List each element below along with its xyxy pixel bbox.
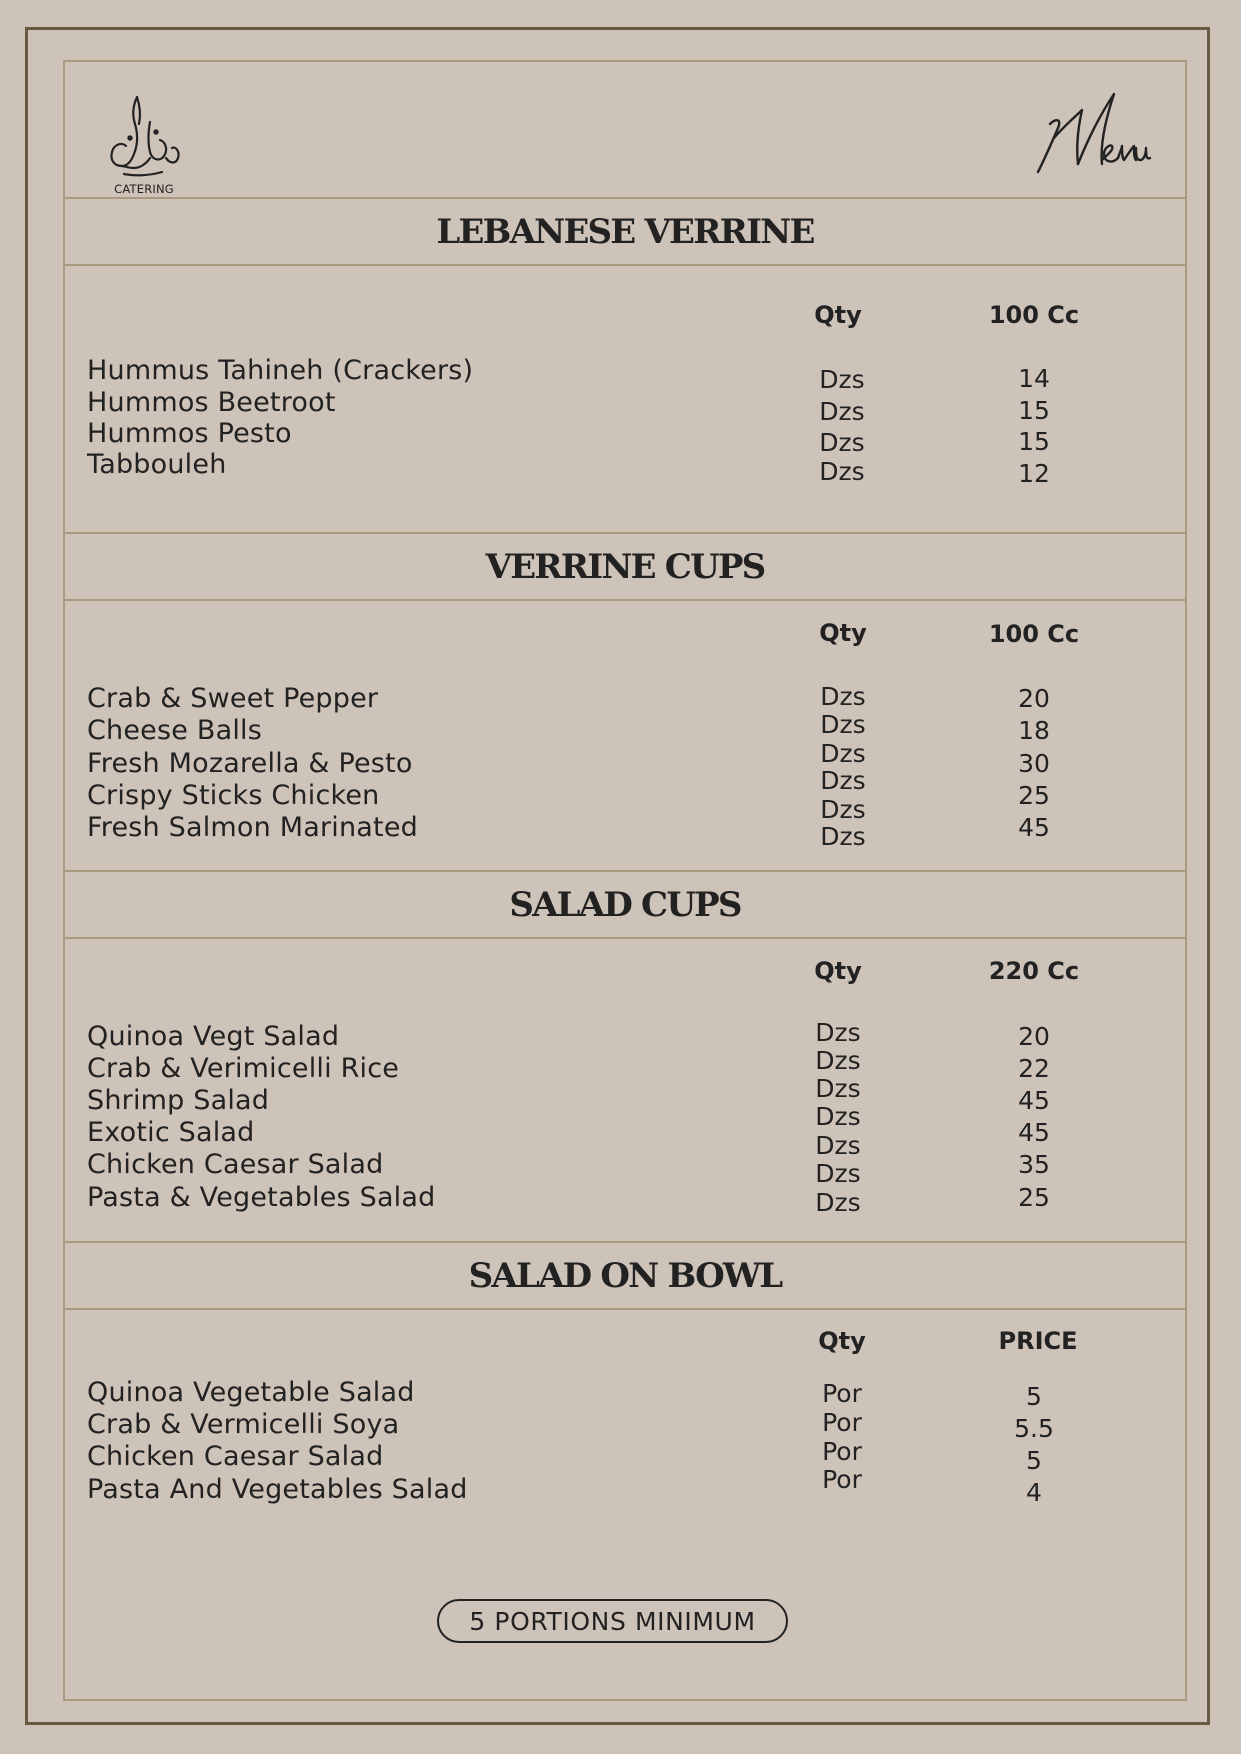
section-title: SALAD ON BOWL <box>468 1255 782 1296</box>
menu-item-price: 35 <box>1018 1150 1050 1179</box>
menu-item-name: Cheese Balls <box>87 715 262 746</box>
menu-item-qty: Dzs <box>820 795 866 824</box>
menu-item-name: Chicken Caesar Salad <box>87 1149 384 1180</box>
volume-header: 100 Cc <box>988 620 1080 648</box>
section-title: VERRINE CUPS <box>485 546 765 587</box>
price-header: PRICE <box>998 1327 1078 1355</box>
menu-item-qty: Dzs <box>815 1188 861 1217</box>
menu-item-name: Hummos Beetroot <box>87 387 336 418</box>
menu-item-name: Exotic Salad <box>87 1117 255 1148</box>
menu-item-name: Chicken Caesar Salad <box>87 1441 384 1472</box>
menu-item-price: 25 <box>1018 1183 1050 1212</box>
menu-item-qty: Dzs <box>820 710 866 739</box>
menu-script-graphic <box>1030 88 1155 184</box>
menu-item-name: Crab & Sweet Pepper <box>87 683 379 714</box>
menu-item-qty: Dzs <box>819 457 865 486</box>
menu-item-name: Shrimp Salad <box>87 1085 270 1116</box>
menu-item-price: 30 <box>1018 749 1050 778</box>
menu-item-qty: Por <box>822 1465 862 1494</box>
menu-item-price: 20 <box>1018 684 1050 713</box>
section-title: SALAD CUPS <box>509 884 741 925</box>
menu-item-price: 15 <box>1018 427 1050 456</box>
qty-header: Qty <box>818 1327 866 1355</box>
volume-header: 100 Cc <box>988 301 1080 329</box>
section-band-salad-cups <box>63 870 1187 939</box>
menu-item-name: Quinoa Vegetable Salad <box>87 1377 415 1408</box>
menu-item-qty: Por <box>822 1408 862 1437</box>
menu-script-title <box>1030 88 1155 184</box>
menu-item-price: 5.5 <box>1014 1414 1054 1443</box>
menu-item-price: 4 <box>1026 1478 1042 1507</box>
menu-item-name: Pasta And Vegetables Salad <box>87 1474 468 1505</box>
menu-item-price: 45 <box>1018 1118 1050 1147</box>
logo-text: CATERING <box>114 182 174 196</box>
menu-item-name: Crab & Verimicelli Rice <box>87 1053 400 1084</box>
menu-item-name: Tabbouleh <box>87 449 227 480</box>
menu-item-qty: Dzs <box>820 766 866 795</box>
menu-item-price: 15 <box>1018 396 1050 425</box>
menu-item-price: 5 <box>1026 1446 1042 1475</box>
menu-item-price: 5 <box>1026 1382 1042 1411</box>
menu-item-qty: Dzs <box>815 1131 861 1160</box>
menu-item-price: 14 <box>1018 364 1050 393</box>
menu-item-qty: Por <box>822 1379 862 1408</box>
menu-item-qty: Dzs <box>815 1074 861 1103</box>
menu-item-price: 22 <box>1018 1054 1050 1083</box>
menu-item-name: Quinoa Vegt Salad <box>87 1021 340 1052</box>
menu-item-name: Fresh Salmon Marinated <box>87 812 418 843</box>
menu-item-name: Fresh Mozarella & Pesto <box>87 748 413 779</box>
menu-item-name: Crab & Vermicelli Soya <box>87 1409 400 1440</box>
qty-header: Qty <box>814 957 862 985</box>
menu-item-qty: Dzs <box>820 822 866 851</box>
menu-item-qty: Dzs <box>820 682 866 711</box>
menu-item-name: Pasta & Vegetables Salad <box>87 1182 436 1213</box>
menu-item-price: 25 <box>1018 781 1050 810</box>
menu-item-qty: Dzs <box>819 397 865 426</box>
menu-item-qty: Dzs <box>819 428 865 457</box>
catering-logo <box>104 92 184 196</box>
menu-item-price: 45 <box>1018 1086 1050 1115</box>
section-title: LEBANESE VERRINE <box>436 211 814 252</box>
menu-item-qty: Dzs <box>815 1102 861 1131</box>
section-band-verrine-cups <box>63 532 1187 601</box>
menu-item-name: Hummos Pesto <box>87 418 292 449</box>
menu-item-qty: Dzs <box>819 365 865 394</box>
menu-item-qty: Dzs <box>815 1046 861 1075</box>
menu-item-qty: Dzs <box>820 739 866 768</box>
menu-item-name: Crispy Sticks Chicken <box>87 780 380 811</box>
qty-header: Qty <box>814 301 862 329</box>
qty-header: Qty <box>819 619 867 647</box>
volume-header: 220 Cc <box>988 957 1080 985</box>
menu-item-price: 45 <box>1018 813 1050 842</box>
menu-item-name: Hummus Tahineh (Crackers) <box>87 355 474 386</box>
section-band-lebanese-verrine <box>63 197 1187 266</box>
menu-item-price: 18 <box>1018 716 1050 745</box>
menu-item-price: 20 <box>1018 1022 1050 1051</box>
portions-minimum-badge: 5 PORTIONS MINIMUM <box>437 1599 788 1643</box>
menu-item-qty: Dzs <box>815 1159 861 1188</box>
menu-item-qty: Por <box>822 1437 862 1466</box>
section-band-salad-on-bowl <box>63 1241 1187 1310</box>
menu-item-qty: Dzs <box>815 1018 861 1047</box>
calligraphy-logo-icon <box>104 92 184 182</box>
menu-item-price: 12 <box>1018 459 1050 488</box>
